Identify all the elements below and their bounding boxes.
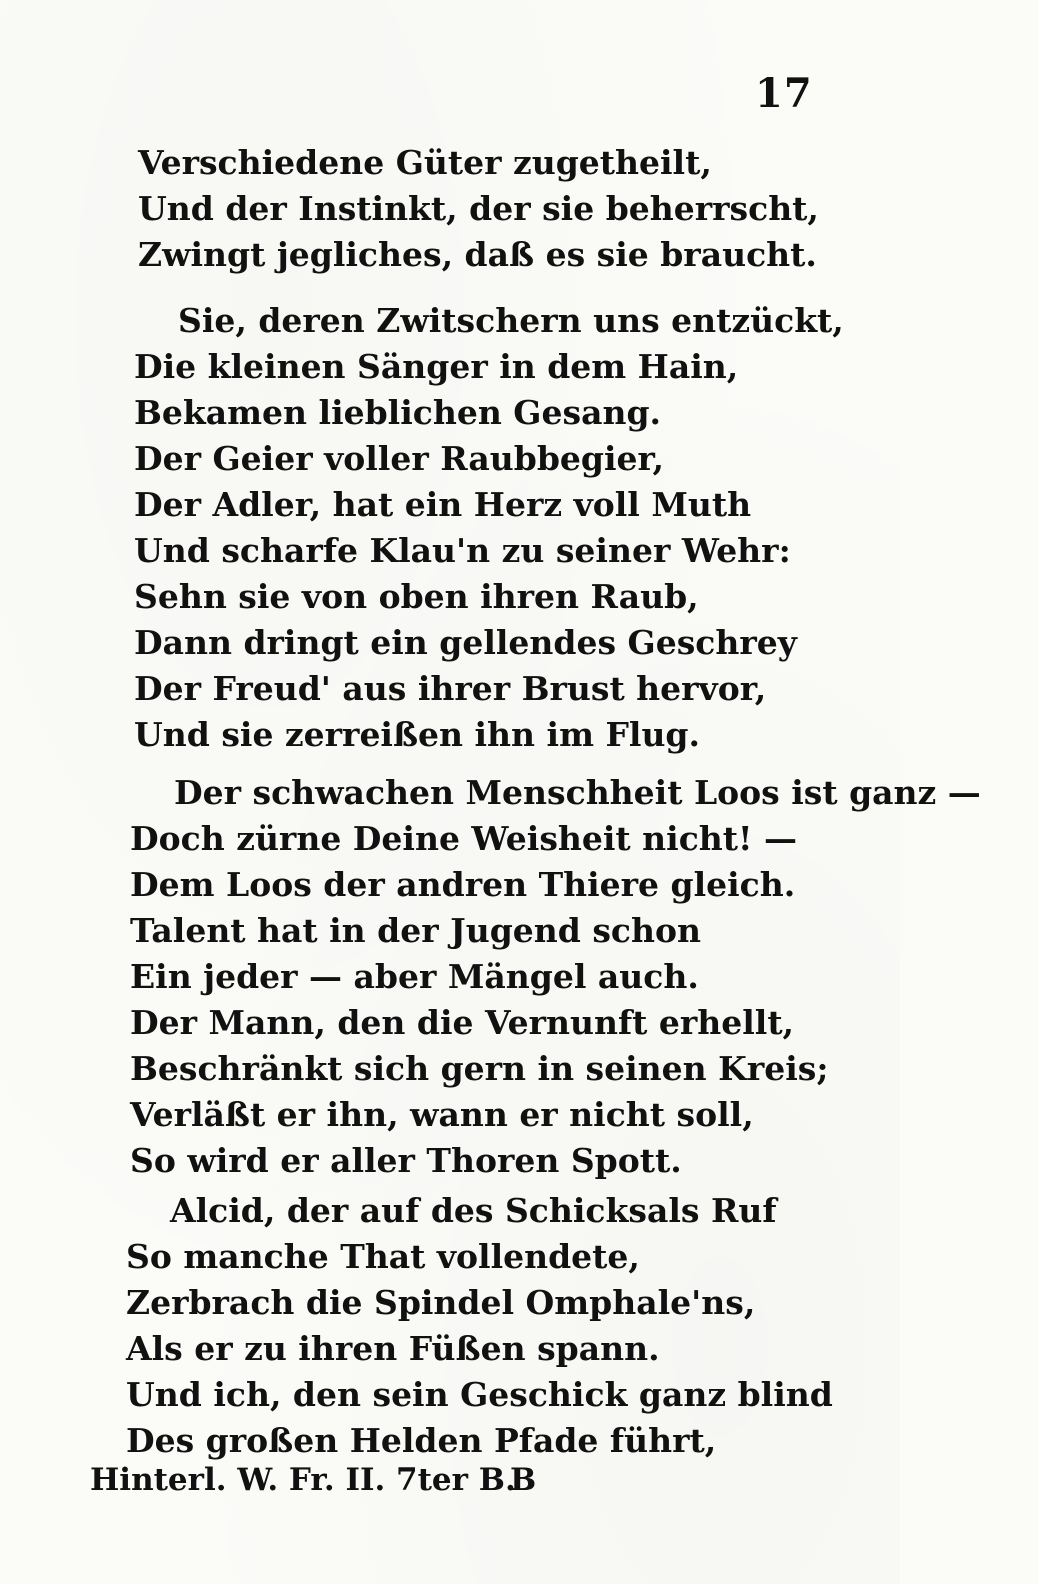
verse-line: Des großen Helden Pfade führt, <box>126 1421 717 1460</box>
verse-line: Beschränkt sich gern in seinen Kreis; <box>130 1049 829 1088</box>
verse-line: Doch zürne Deine Weisheit nicht! — <box>130 819 797 858</box>
verse-line: Bekamen lieblichen Gesang. <box>134 393 662 432</box>
verse-line: Der Freud' aus ihrer Brust hervor, <box>134 669 767 708</box>
verse-line: Der Adler, hat ein Herz voll Muth <box>134 485 752 524</box>
verse-line: So wird er aller Thoren Spott. <box>130 1141 682 1180</box>
verse-line: Die kleinen Sänger in dem Hain, <box>134 347 739 386</box>
stanza <box>138 140 1038 278</box>
verse-line: Und sie zerreißen ihn im Flug. <box>134 715 700 754</box>
verse-line: Und scharfe Klau'n zu seiner Wehr: <box>134 531 791 570</box>
verse-line: Dann dringt ein gellendes Geschrey <box>134 623 797 662</box>
verse-line: Der schwachen Menschheit Loos ist ganz — <box>174 773 981 812</box>
verse-line: Talent hat in der Jugend schon <box>130 911 702 950</box>
verse-line: Sie, deren Zwitschern uns entzückt, <box>178 301 844 340</box>
verse-line: Sehn sie von oben ihren Raub, <box>134 577 699 616</box>
verse-line: Alcid, der auf des Schicksals Ruf <box>170 1191 777 1230</box>
verse-line: Dem Loos der andren Thiere gleich. <box>130 865 796 904</box>
verse-line: Und der Instinkt, der sie beherrscht, <box>138 189 819 228</box>
verse-line: Verläßt er ihn, wann er nicht soll, <box>130 1095 754 1134</box>
verse-line: Verschiedene Güter zugetheilt, <box>138 143 712 182</box>
stanza <box>126 1188 1026 1464</box>
page-footer <box>90 1462 790 1512</box>
verse-line: Zerbrach die Spindel Omphale'ns, <box>126 1283 756 1322</box>
sheet-mark: B <box>510 1462 537 1498</box>
verse-line: Als er zu ihren Füßen spann. <box>126 1329 660 1368</box>
verse-line: Und ich, den sein Geschick ganz blind <box>126 1375 833 1414</box>
verse-line: Der Geier voller Raubbegier, <box>134 439 664 478</box>
verse-line: Zwingt jegliches, daß es sie braucht. <box>138 235 817 274</box>
stanza <box>134 298 1034 758</box>
stanza <box>130 770 1030 1184</box>
page-number: 17 <box>755 70 813 117</box>
printer-signature: Hinterl. W. Fr. II. 7ter B. <box>90 1462 516 1498</box>
verse-line: Der Mann, den die Vernunft erhellt, <box>130 1003 795 1042</box>
verse-line: So manche That vollendete, <box>126 1237 640 1276</box>
verse-line: Ein jeder — aber Mängel auch. <box>130 957 699 996</box>
